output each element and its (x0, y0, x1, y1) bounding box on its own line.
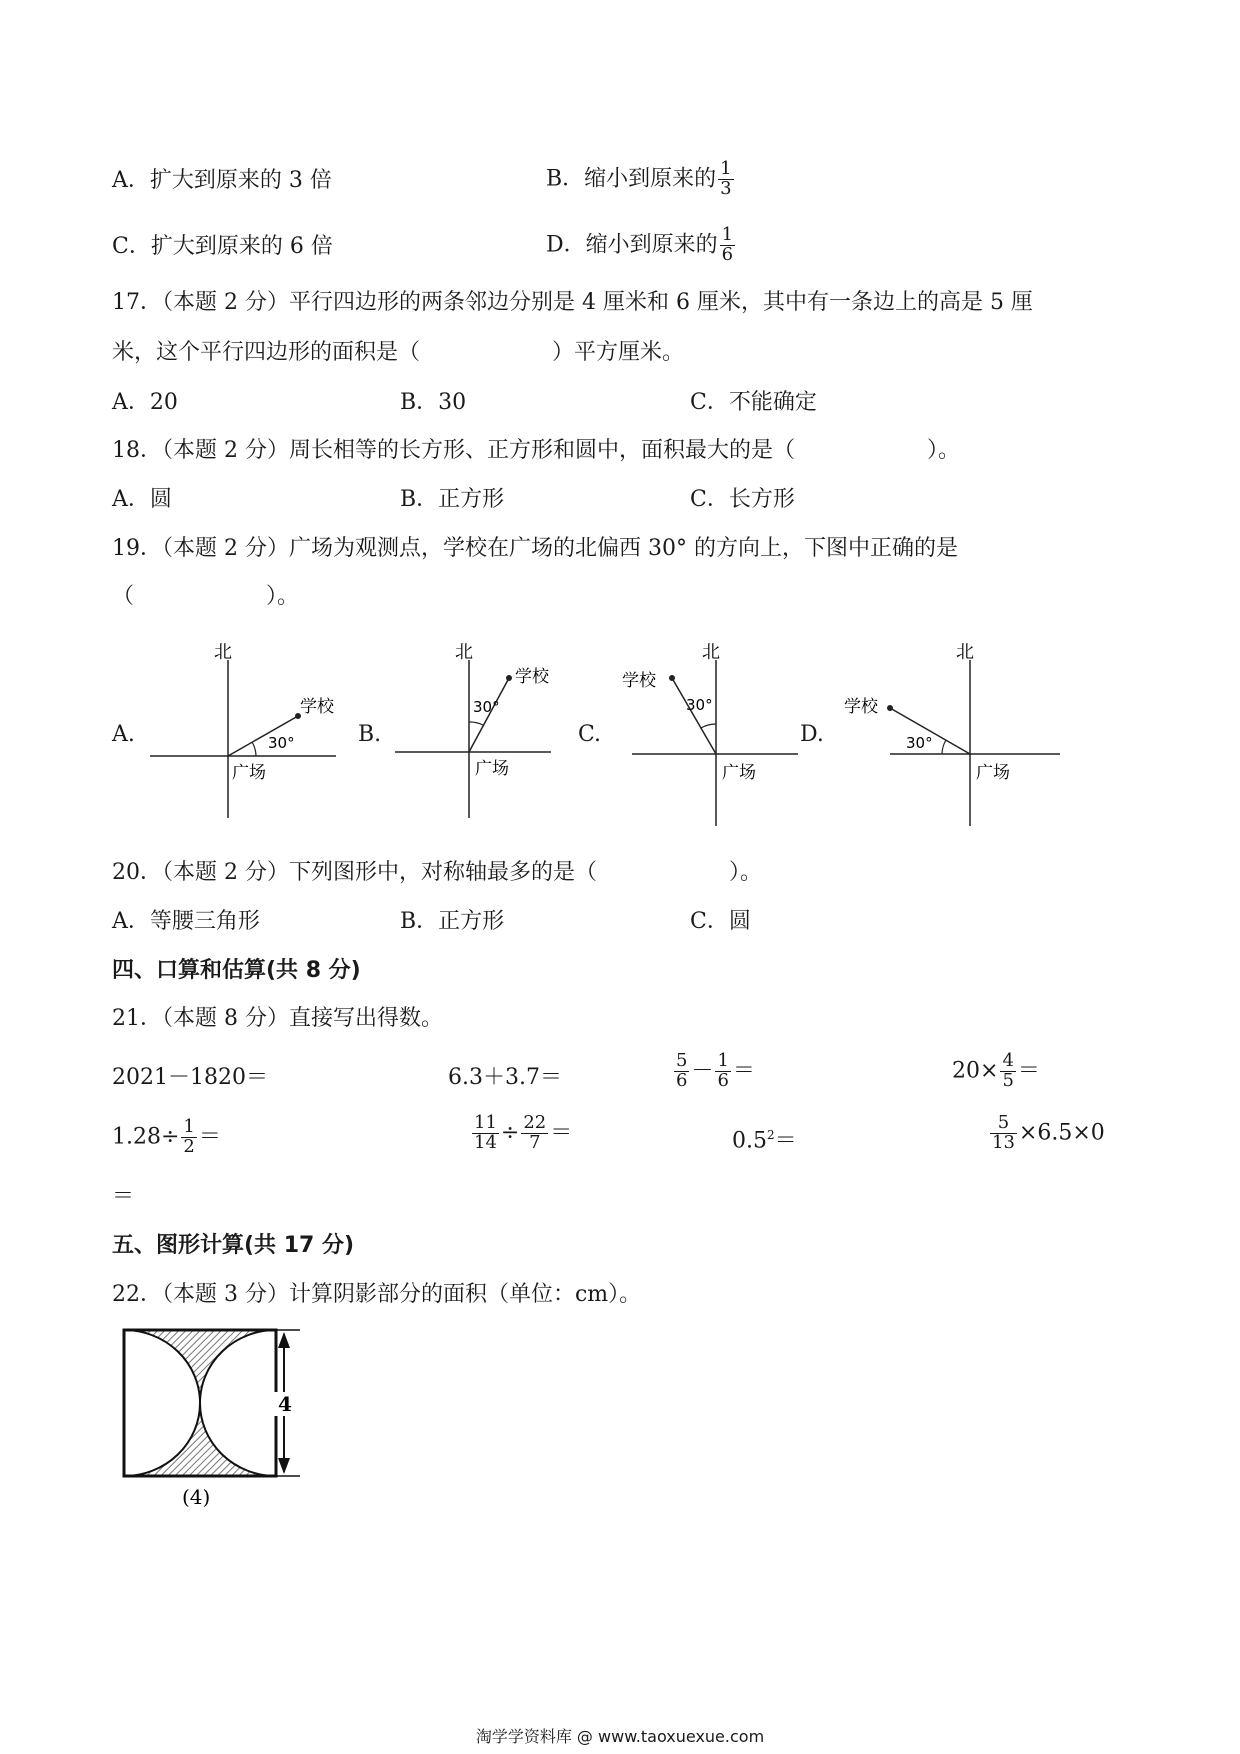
school-label: 学校 (300, 697, 334, 717)
q20-option-b: B．正方形 (400, 909, 505, 934)
calc-6: $\frac{11}{14}$ ÷ $\frac{22}{7}$ ＝ (474, 1112, 573, 1153)
q17-option-a: A．20 (112, 390, 178, 415)
fraction: $\frac{4}{5}$ (1002, 1050, 1014, 1091)
q16-option-c: C．扩大到原来的 6 倍 (112, 234, 333, 259)
fraction: $\frac{22}{7}$ (523, 1112, 547, 1153)
q19-diagram-b (393, 640, 553, 820)
fraction: $\frac{5}{6}$ (676, 1050, 688, 1091)
q19-stem-line1: 19．（本题 2 分）广场为观测点，学校在广场的北偏西 30° 的方向上，下图中正确的是 (112, 536, 958, 561)
q20-option-a: A．等腰三角形 (112, 909, 260, 934)
q18-stem: 18．（本题 2 分）周长相等的长方形、正方形和圆中，面积最大的是（ ）。 (112, 438, 960, 463)
calc-2: 6.3＋3.7＝ (448, 1065, 562, 1090)
q19-option-a-letter: A. (112, 722, 135, 747)
fraction: $\frac{5}{13}$ (992, 1112, 1015, 1153)
square-label: 广场 (722, 763, 756, 783)
q20-stem: 20．（本题 2 分）下列图形中，对称轴最多的是（ ）。 (112, 860, 762, 885)
calc-4: 20× $\frac{4}{5}$ ＝ (952, 1050, 1040, 1091)
north-label: 北 (702, 642, 720, 663)
q20-option-c: C．圆 (690, 909, 751, 934)
q22-shaded-figure (116, 1322, 306, 1512)
calc-8: $\frac{5}{13}$ ×6.5×0 (992, 1112, 1105, 1153)
calc-5: 1.28÷ $\frac{1}{2}$ ＝ (112, 1116, 221, 1157)
q22-stem: 22．（本题 3 分）计算阴影部分的面积（单位：cm）。 (112, 1282, 642, 1307)
school-label: 学校 (515, 667, 549, 687)
q17-stem-line1: 17．（本题 2 分）平行四边形的两条邻边分别是 4 厘米和 6 厘米，其中有一条边上的高是 5 厘 (112, 290, 1033, 315)
square-label: 广场 (232, 763, 266, 783)
q19-stem-line2: （ ）。 (112, 584, 300, 609)
calc-8-equals: ＝ (112, 1184, 135, 1209)
footer-watermark: 淘学学资料库 @ www.taoxuexue.com (475, 1727, 765, 1746)
dimension-label: 4 (278, 1392, 292, 1416)
fraction: $\frac{1}{6}$ (721, 224, 734, 265)
fraction: $\frac{1}{3}$ (720, 158, 732, 199)
angle-label: 30° (473, 698, 500, 716)
q18-option-c: C．长方形 (690, 487, 795, 512)
north-label: 北 (214, 642, 232, 663)
fraction: $\frac{1}{2}$ (183, 1116, 195, 1157)
q19-diagram-a (148, 640, 338, 820)
q17-option-c: C．不能确定 (690, 390, 817, 415)
fraction: $\frac{1}{6}$ (717, 1050, 729, 1091)
q17-option-b: B．30 (400, 390, 467, 415)
fraction: $\frac{11}{14}$ (474, 1112, 497, 1153)
q16-option-d-text: D．缩小到原来的 (546, 232, 718, 258)
calc-3: $\frac{5}{6}$ － $\frac{1}{6}$ ＝ (676, 1050, 755, 1091)
school-label: 学校 (622, 671, 656, 691)
q19-option-d-letter: D. (800, 722, 824, 747)
arrow-down-icon (278, 1458, 290, 1474)
q19-option-b-letter: B. (358, 722, 382, 747)
figure-caption: (4) (182, 1485, 211, 1509)
q21-stem: 21．（本题 8 分）直接写出得数。 (112, 1006, 443, 1031)
q19-diagram-d (842, 638, 1064, 828)
q19-option-c-letter: C. (578, 722, 602, 747)
square-label: 广场 (475, 759, 509, 779)
north-label: 北 (956, 642, 974, 663)
q17-stem-line2: 米，这个平行四边形的面积是（ ）平方厘米。 (112, 340, 685, 365)
calc-1: 2021－1820＝ (112, 1065, 268, 1090)
q18-option-b: B．正方形 (400, 487, 505, 512)
q18-option-a: A．圆 (112, 487, 172, 512)
north-label: 北 (455, 642, 473, 663)
q16-option-a: A．扩大到原来的 3 倍 (112, 168, 332, 193)
angle-label: 30° (906, 734, 933, 752)
school-label: 学校 (844, 697, 878, 717)
q16-option-d (546, 226, 737, 265)
calc-7: $0.5^2=$ (732, 1128, 797, 1154)
section-heading-5: 五、图形计算(共 17 分) (112, 1233, 355, 1258)
q16-option-b-text: B．缩小到原来的 (546, 166, 717, 192)
arrow-up-icon (278, 1332, 290, 1348)
q16-option-b (546, 160, 736, 199)
angle-label: 30° (686, 696, 713, 714)
square-label: 广场 (976, 763, 1010, 783)
angle-label: 30° (268, 734, 295, 752)
q19-diagram-c (620, 638, 800, 828)
section-heading-4: 四、口算和估算(共 8 分) (112, 958, 361, 983)
